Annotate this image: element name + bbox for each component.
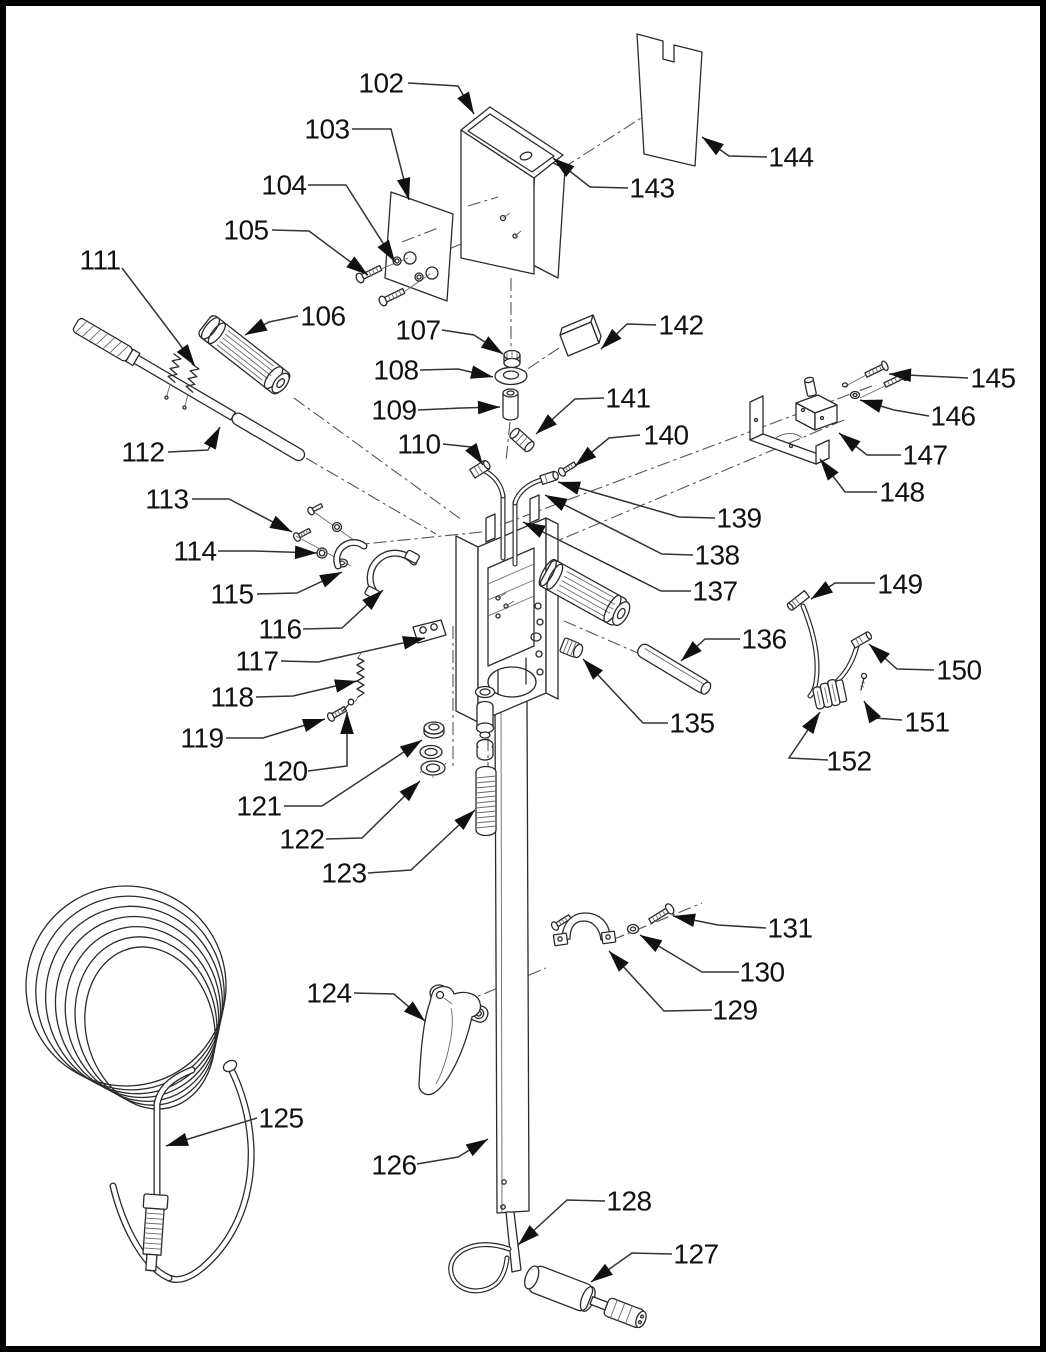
part-number-label: 142 xyxy=(658,309,704,341)
callout-146 xyxy=(860,400,976,432)
part-number-label: 148 xyxy=(879,476,925,508)
part-129-clamp xyxy=(550,913,616,946)
part-number-label: 115 xyxy=(210,578,254,610)
leader-arrowhead-icon xyxy=(478,401,500,415)
callout-144 xyxy=(702,137,814,173)
leader-line xyxy=(545,495,693,555)
callout-143 xyxy=(553,158,675,204)
leader-arrowhead-icon xyxy=(673,914,696,927)
leader-arrowhead-icon xyxy=(295,546,317,560)
part-147-switch xyxy=(796,377,837,430)
leader-arrowhead-icon xyxy=(245,319,268,335)
part-number-label: 150 xyxy=(936,654,982,686)
callout-151 xyxy=(864,701,950,738)
callout-118 xyxy=(210,679,357,712)
leader-arrowhead-icon xyxy=(575,447,596,466)
leader-arrowhead-icon xyxy=(400,740,422,758)
part-number-label: 124 xyxy=(306,977,352,1009)
leader-arrowhead-icon xyxy=(457,92,474,114)
part-number-label: 135 xyxy=(669,707,715,739)
leader-arrowhead-icon xyxy=(470,365,493,378)
part-number-label: 113 xyxy=(145,483,189,515)
part-number-label: 128 xyxy=(606,1185,652,1217)
part-number-label: 147 xyxy=(902,439,948,471)
callout-105 xyxy=(223,215,368,276)
leader-arrowhead-icon xyxy=(319,572,342,587)
part-106-grip xyxy=(197,314,293,397)
part-141-fitting xyxy=(508,427,535,453)
part-number-label: 108 xyxy=(373,354,419,386)
callout-139 xyxy=(558,482,762,534)
leader-arrowhead-icon xyxy=(481,336,503,354)
part-number-label: 146 xyxy=(930,400,976,432)
callout-104 xyxy=(261,170,395,263)
callout-130 xyxy=(640,935,785,988)
part-number-label: 139 xyxy=(716,502,762,534)
leader-arrowhead-icon xyxy=(302,719,325,732)
leader-arrowhead-icon xyxy=(204,427,220,450)
part-number-label: 121 xyxy=(236,790,282,822)
leader-arrowhead-icon xyxy=(334,679,357,692)
callout-152 xyxy=(789,712,872,777)
part-151-screw xyxy=(860,674,867,691)
part-number-label: 110 xyxy=(397,428,441,460)
part-126-tube xyxy=(495,701,529,1213)
callout-116 xyxy=(258,590,383,645)
part-number-label: 103 xyxy=(304,113,350,145)
callout-119 xyxy=(180,719,325,754)
part-number-label: 111 xyxy=(79,244,121,276)
part-number-label: 112 xyxy=(121,436,165,468)
part-144-panel xyxy=(637,34,702,166)
callout-145 xyxy=(889,363,1016,394)
part-number-label: 126 xyxy=(371,1149,417,1181)
part-number-label: 106 xyxy=(300,300,346,332)
part-number-label: 131 xyxy=(767,912,813,944)
part-number-label: 123 xyxy=(321,857,367,889)
callout-110 xyxy=(397,429,483,466)
part-136-handle xyxy=(635,642,712,696)
part-131-screw xyxy=(647,902,675,925)
part-140-screw xyxy=(557,460,577,477)
part-135-plug xyxy=(559,638,584,660)
part-128-rod xyxy=(451,1212,521,1291)
part-number-label: 136 xyxy=(741,623,787,655)
part-number-label: 125 xyxy=(258,1102,304,1134)
callout-103 xyxy=(304,114,410,201)
part-number-label: 137 xyxy=(692,575,738,607)
callout-140 xyxy=(575,420,689,467)
leader-line xyxy=(789,712,828,760)
callout-109 xyxy=(371,395,500,426)
leader-line xyxy=(609,951,712,1011)
leader-arrowhead-icon xyxy=(404,1001,425,1021)
leader-arrowhead-icon xyxy=(177,344,195,366)
leader-arrowhead-icon xyxy=(558,482,581,495)
leader-arrowhead-icon xyxy=(811,581,833,599)
callout-126 xyxy=(371,1139,488,1181)
callout-149 xyxy=(811,569,923,600)
part-number-label: 120 xyxy=(262,755,308,787)
leader-arrowhead-icon xyxy=(402,636,425,649)
leader-arrowhead-icon xyxy=(860,400,883,413)
leader-arrowhead-icon xyxy=(864,701,881,723)
part-number-label: 116 xyxy=(258,613,302,645)
part-113-screw xyxy=(292,526,312,542)
callout-113 xyxy=(145,484,292,533)
part-103-plate xyxy=(385,192,453,301)
part-number-label: 117 xyxy=(235,645,279,677)
callout-150 xyxy=(869,644,982,686)
callout-115 xyxy=(210,572,342,610)
part-number-label: 138 xyxy=(694,539,740,571)
part-123-valve-stack xyxy=(476,687,497,836)
part-number-label: 143 xyxy=(629,172,675,204)
part-number-label: 114 xyxy=(173,535,217,567)
leader-arrowhead-icon xyxy=(466,1139,488,1156)
part-number-label: 140 xyxy=(643,419,689,451)
part-number-label: 151 xyxy=(904,706,950,738)
leader-arrowhead-icon xyxy=(346,256,368,275)
part-124-trigger xyxy=(419,985,490,1095)
part-109-cylinder xyxy=(503,389,518,420)
part-114-nut xyxy=(317,548,327,558)
part-122-rings xyxy=(420,746,446,779)
part-139-fitting xyxy=(540,470,559,484)
part-number-label: 141 xyxy=(605,382,651,414)
part-130-washer xyxy=(628,925,639,934)
part-number-label: 149 xyxy=(877,568,923,600)
leader-arrowhead-icon xyxy=(820,459,839,481)
callout-125 xyxy=(166,1103,304,1147)
exploded-diagram-canvas xyxy=(6,6,1046,1352)
leader-arrowhead-icon xyxy=(166,1133,189,1146)
callout-122 xyxy=(279,781,420,855)
part-number-label: 107 xyxy=(395,314,441,346)
callout-128 xyxy=(518,1186,652,1246)
callout-108 xyxy=(373,355,493,386)
callout-136 xyxy=(681,624,787,662)
part-120-pin xyxy=(343,699,354,711)
callout-102 xyxy=(358,68,474,115)
part-number-label: 152 xyxy=(826,745,872,777)
leader-arrowhead-icon xyxy=(802,712,820,734)
callout-123 xyxy=(321,810,475,889)
callout-131 xyxy=(673,913,813,944)
part-119-screw xyxy=(326,705,347,723)
leader-arrowhead-icon xyxy=(340,712,354,734)
part-number-label: 145 xyxy=(970,362,1016,394)
part-number-label: 104 xyxy=(261,169,307,201)
part-number-label: 102 xyxy=(358,67,404,99)
callout-147 xyxy=(839,433,948,471)
leader-arrowhead-icon xyxy=(545,495,568,511)
part-number-label: 122 xyxy=(279,823,325,855)
callout-111 xyxy=(79,245,195,367)
part-number-label: 119 xyxy=(180,722,224,754)
leader-arrowhead-icon xyxy=(591,1264,613,1282)
part-number-label: 105 xyxy=(223,214,269,246)
part-107-cap-nut xyxy=(504,351,520,368)
callout-124 xyxy=(306,978,425,1022)
part-149-tube xyxy=(786,591,817,696)
callout-127 xyxy=(591,1239,719,1283)
part-number-label: 127 xyxy=(673,1238,719,1270)
callout-107 xyxy=(395,315,503,355)
leader-arrowhead-icon xyxy=(640,935,662,952)
part-127-nozzle xyxy=(521,1262,650,1334)
callout-141 xyxy=(536,383,651,435)
callout-135 xyxy=(583,659,715,739)
part-number-label: 130 xyxy=(739,956,785,988)
callout-106 xyxy=(245,301,346,336)
leader-line xyxy=(352,129,409,200)
callout-112 xyxy=(121,427,220,468)
leader-arrowhead-icon xyxy=(839,433,861,452)
part-108-washer xyxy=(495,368,527,385)
callout-142 xyxy=(601,310,704,350)
part-number-label: 144 xyxy=(768,141,814,173)
part-number-label: 109 xyxy=(371,394,417,426)
leader-arrowhead-icon xyxy=(269,516,292,532)
part-number-label: 129 xyxy=(712,994,758,1026)
part-121-cap xyxy=(424,722,444,738)
part-142-block xyxy=(560,315,601,356)
callout-129 xyxy=(609,951,758,1026)
part-125-hose-coil xyxy=(6,865,251,1280)
part-number-label: 118 xyxy=(210,681,254,713)
leader-arrowhead-icon xyxy=(702,137,724,155)
part-118-spring xyxy=(355,653,364,702)
